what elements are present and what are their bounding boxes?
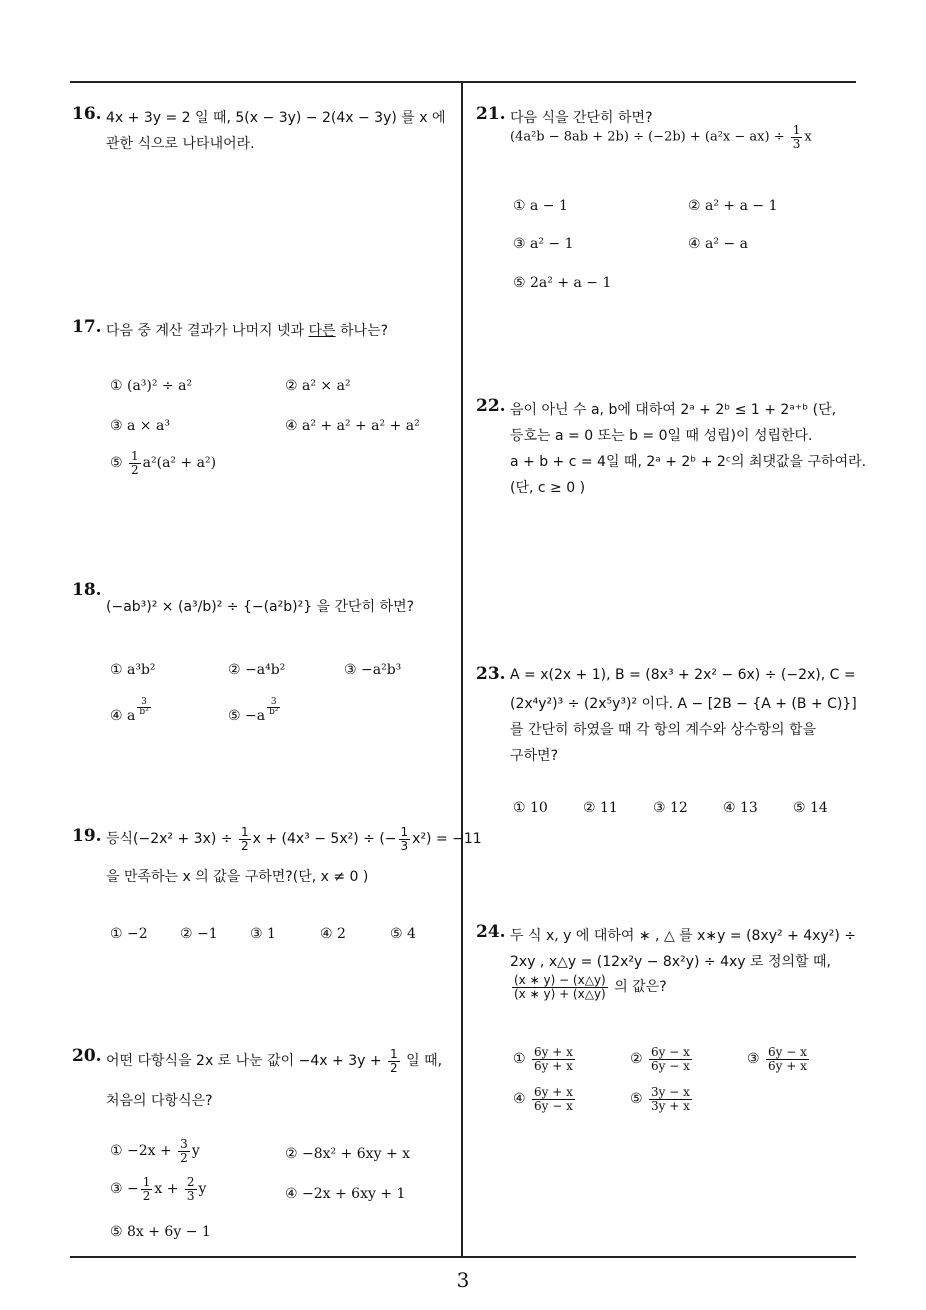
q19-option-3[interactable]: ③ 1 <box>250 926 276 942</box>
numerator: 1 <box>400 825 409 839</box>
q17-prompt-pre: 다음 중 계산 결과가 나머지 넷과 <box>106 323 309 339</box>
q24-option-3[interactable] <box>747 1046 811 1072</box>
question-21 <box>476 104 512 124</box>
question-number: 24. <box>476 922 506 942</box>
denominator: 2 <box>240 838 249 853</box>
numerator: 1 <box>240 825 249 839</box>
question-number: 21. <box>476 104 506 124</box>
denominator: 6y − x <box>651 1058 690 1073</box>
q21-option-5[interactable]: ⑤ 2a² + a − 1 <box>513 275 612 291</box>
question-24 <box>476 922 512 942</box>
q23-option-3[interactable]: ③ 12 <box>653 800 688 816</box>
q20-line1-part-b: 일 때, <box>406 1053 443 1070</box>
denominator: 3y + x <box>651 1098 690 1113</box>
question-number: 19. <box>72 826 102 846</box>
q23-line3: 를 간단히 하였을 때 각 항의 계수와 상수항의 합을 <box>510 722 817 738</box>
q17-option-2[interactable]: ② a² × a² <box>285 378 351 394</box>
q24-option-2[interactable] <box>630 1046 694 1072</box>
q20-option-2[interactable]: ② −8x² + 6xy + x <box>285 1146 411 1162</box>
option-mark: ② <box>630 1051 643 1068</box>
numerator: 1 <box>131 449 139 463</box>
q24-line2: 2xy , x△y = (12x²y − 8x²y) ÷ 4xy 로 정의할 때, <box>510 954 831 970</box>
option-mark: ① <box>513 1051 526 1068</box>
q23-option-4[interactable]: ④ 13 <box>723 800 758 816</box>
numerator: 3 <box>267 698 280 708</box>
option-mark: ⑤ <box>630 1091 643 1108</box>
option-fraction <box>649 1046 692 1072</box>
denominator: 6y + x <box>768 1058 807 1073</box>
q17-prompt-emphasis: 다른 <box>308 323 336 339</box>
q20-option-1[interactable] <box>110 1138 200 1164</box>
q23-line2: (2x⁴y²)³ ÷ (2x⁵y³)² 이다. A − [2B − {A + (B + C)}] <box>510 696 857 712</box>
q17-option-5-fraction <box>129 450 141 476</box>
q20-option-3[interactable] <box>110 1176 206 1202</box>
q19-option-2[interactable]: ② −1 <box>180 926 218 942</box>
q23-option-1[interactable]: ① 10 <box>513 800 548 816</box>
denominator: 2 <box>180 1150 188 1165</box>
page-number: 3 <box>456 1268 470 1292</box>
q24-option-1[interactable] <box>513 1046 577 1072</box>
q21-option-4[interactable]: ④ a² − a <box>688 236 748 252</box>
bottom-rule <box>70 1256 856 1258</box>
question-20 <box>72 1046 108 1066</box>
q19-line2: 을 만족하는 x 의 값을 구하면?(단, x ≠ 0 ) <box>106 869 369 885</box>
question-17 <box>72 317 108 337</box>
q19-eq-part-c: x²) = −11 <box>412 831 482 848</box>
q21-expression-tail: x <box>804 129 812 145</box>
q20-line1 <box>106 1048 442 1074</box>
q21-expression-main: (4a²b − 8ab + 2b) ÷ (−2b) + (a²x − ax) ÷ <box>510 129 785 145</box>
q17-option-5-tail: a²(a² + a²) <box>142 455 217 472</box>
q20-option-3-part-c: y <box>198 1181 207 1198</box>
numerator: 1 <box>390 1047 398 1061</box>
q16-line2: 관한 식으로 나타내어라. <box>106 136 255 152</box>
q19-option-1[interactable]: ① −2 <box>110 926 148 942</box>
q21-option-1[interactable]: ① a − 1 <box>513 198 568 214</box>
q22-line4: (단, c ≥ 0 ) <box>510 480 586 496</box>
q21-option-2[interactable]: ② a² + a − 1 <box>688 198 778 214</box>
q22-line2: 등호는 a = 0 또는 b = 0일 때 성립)이 성립한다. <box>510 428 813 444</box>
numerator: 3y − x <box>651 1085 690 1099</box>
denominator: (x ∗ y) + (x△y) <box>514 986 606 1001</box>
question-number: 18. <box>72 580 102 600</box>
q18-option-4-base: ④ a <box>110 708 136 725</box>
q21-option-3[interactable]: ③ a² − 1 <box>513 236 574 252</box>
q21-fraction <box>791 124 803 150</box>
numerator: 6y + x <box>534 1085 573 1099</box>
q19-eq-part-b: x + (4x³ − 5x²) ÷ (− <box>252 831 397 848</box>
q24-option-4[interactable] <box>513 1086 577 1112</box>
q24-option-5[interactable] <box>630 1086 694 1112</box>
question-19 <box>72 826 108 846</box>
q17-option-3[interactable]: ③ a × a³ <box>110 418 170 434</box>
denominator: 3 <box>792 136 801 151</box>
denominator: 6y − x <box>534 1098 573 1113</box>
denominator: 2 <box>131 462 139 477</box>
q18-option-4-exponent <box>137 698 150 718</box>
q22-line3: a + b + c = 4일 때, 2ᵃ + 2ᵇ + 2ᶜ의 최댓값을 구하여라. <box>510 454 867 470</box>
numerator: 3 <box>137 698 150 708</box>
numerator: 6y − x <box>768 1045 807 1059</box>
q20-option-3-fraction-1 <box>141 1176 153 1202</box>
question-number: 22. <box>476 396 506 416</box>
option-fraction <box>532 1046 575 1072</box>
top-rule <box>70 81 856 83</box>
q21-line1: 다음 식을 간단히 하면? <box>510 110 653 126</box>
numerator: 2 <box>186 1175 195 1189</box>
numerator: 6y + x <box>534 1045 573 1059</box>
q20-option-4[interactable]: ④ −2x + 6xy + 1 <box>285 1186 406 1202</box>
q18-option-5-base: ⑤ −a <box>228 708 266 725</box>
q18-option-4[interactable] <box>110 698 153 724</box>
q23-line4: 구하면? <box>510 748 559 764</box>
q17-prompt <box>106 320 388 340</box>
q18-option-3[interactable]: ③ −a²b³ <box>344 662 402 678</box>
column-divider <box>461 82 463 1258</box>
q23-line1: A = x(2x + 1), B = (8x³ + 2x² − 6x) ÷ (−2x), C = <box>510 667 856 683</box>
q18-option-1[interactable]: ① a³b² <box>110 662 156 678</box>
q23-option-2[interactable]: ② 11 <box>583 800 618 816</box>
question-number: 23. <box>476 664 506 684</box>
q24-fraction <box>512 974 608 1000</box>
q21-expression <box>510 124 812 150</box>
question-23 <box>476 664 512 684</box>
q18-option-2[interactable]: ② −a⁴b² <box>228 662 286 678</box>
q20-option-1-part-b: y <box>191 1143 200 1160</box>
q20-option-3-part-a: ③ − <box>110 1181 139 1198</box>
question-16 <box>72 104 108 124</box>
q19-fraction-2 <box>399 826 411 852</box>
q19-option-5[interactable]: ⑤ 4 <box>390 926 416 942</box>
denominator: 2 <box>142 1188 151 1203</box>
q19-eq-part-a: 등식(−2x² + 3x) ÷ <box>106 831 233 848</box>
q20-option-3-part-b: x + <box>154 1181 179 1198</box>
option-fraction <box>649 1086 692 1112</box>
q22-line1: 음이 아닌 수 a, b에 대하여 2ᵃ + 2ᵇ ≤ 1 + 2ᵃ⁺ᵇ (단, <box>510 402 837 418</box>
q17-option-4[interactable]: ④ a² + a² + a² + a² <box>285 418 420 434</box>
denominator: b² <box>139 707 149 718</box>
question-number: 20. <box>72 1046 102 1066</box>
q20-fraction <box>388 1048 400 1074</box>
q24-line3 <box>510 974 667 1000</box>
question-22 <box>476 396 512 416</box>
numerator: 1 <box>792 123 801 137</box>
q16-line1: 4x + 3y = 2 일 때, 5(x − 3y) − 2(4x − 3y) 를 x 에 <box>106 110 446 126</box>
denominator: 3 <box>186 1188 195 1203</box>
denominator: b² <box>269 707 279 718</box>
question-number: 16. <box>72 104 102 124</box>
q17-option-1[interactable]: ① (a³)² ÷ a² <box>110 378 193 394</box>
q19-equation <box>106 826 482 852</box>
numerator: 3 <box>180 1137 188 1151</box>
q20-option-1-fraction <box>178 1138 190 1164</box>
q20-line2: 처음의 다항식은? <box>106 1093 213 1109</box>
q20-option-5[interactable]: ⑤ 8x + 6y − 1 <box>110 1224 211 1240</box>
option-mark: ④ <box>513 1091 526 1108</box>
question-18 <box>72 580 108 600</box>
option-fraction <box>766 1046 809 1072</box>
denominator: 2 <box>390 1060 398 1075</box>
denominator: 6y + x <box>534 1058 573 1073</box>
q20-line1-part-a: 어떤 다항식을 2x 로 나눈 값이 −4x + 3y + <box>106 1053 382 1070</box>
q17-option-5[interactable] <box>110 450 216 476</box>
q24-line3-tail: 의 값은? <box>614 979 667 996</box>
q20-option-1-part-a: ① −2x + <box>110 1143 172 1160</box>
denominator: 3 <box>400 838 409 853</box>
q20-option-3-fraction-2 <box>185 1176 197 1202</box>
q18-option-5[interactable] <box>228 698 282 724</box>
q18-expression: (−ab³)² × (a³/b)² ÷ {−(a²b)²} 을 간단히 하면? <box>106 599 415 615</box>
q19-fraction-1 <box>239 826 251 852</box>
option-mark: ③ <box>747 1051 760 1068</box>
q23-option-5[interactable]: ⑤ 14 <box>793 800 828 816</box>
q24-line1: 두 식 x, y 에 대하여 ∗ , △ 를 x∗y = (8xy² + 4xy²) ÷ <box>510 928 856 944</box>
numerator: 1 <box>142 1175 151 1189</box>
numerator: 6y − x <box>651 1045 690 1059</box>
q19-option-4[interactable]: ④ 2 <box>320 926 346 942</box>
option-fraction <box>532 1086 575 1112</box>
numerator: (x ∗ y) − (x△y) <box>514 973 606 987</box>
q18-option-5-exponent <box>267 698 280 718</box>
question-number: 17. <box>72 317 102 337</box>
q17-prompt-post: 하나는? <box>335 323 389 339</box>
q17-option-5-mark: ⑤ <box>110 455 123 472</box>
